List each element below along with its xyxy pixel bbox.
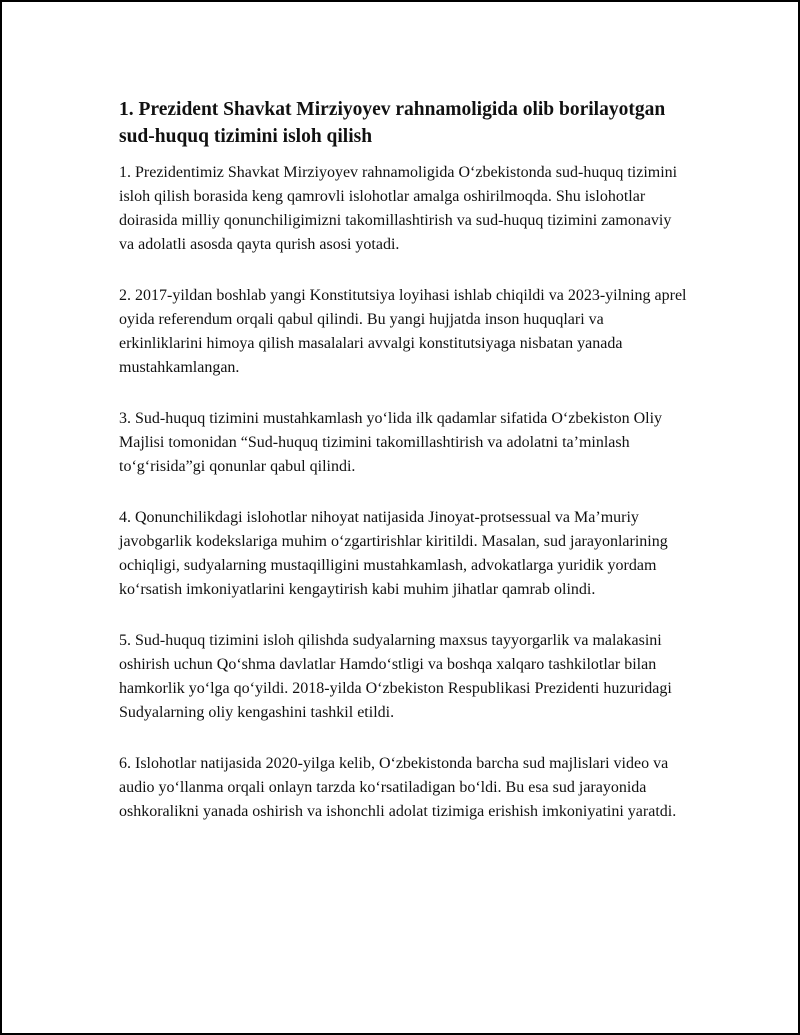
- paragraph-5: 5. Sud-huquq tizimini isloh qilishda sudyalarning maxsus tayyorgarlik va malakasini oshirish uchun Qo‘shma davlatlar Hamdo‘stligi va boshqa xalqaro tashkilotlar bilan hamkorlik yo‘lga qo‘yildi. 2018-yilda O‘zbekiston Respublikasi Prezidenti huzuridagi Sudyalarning oliy kengashini tashkil etildi.: [119, 632, 672, 721]
- paragraph-4: 4. Qonunchilikdagi islohotlar nihoyat natijasida Jinoyat-protsessual va Ma’muriy javobgarlik kodekslariga muhim o‘zgartirishlar kiritildi. Masalan, sud jarayonlarining ochiqligi, sudyalarning mustaqilligini mustahkamlash, advokatlarga yuridik yordam ko‘rsatish imkoniyatlarini kengaytirish kabi muhim jihatlar qamrab olindi.: [119, 509, 668, 598]
- paragraph-3: 3. Sud-huquq tizimini mustahkamlash yo‘lida ilk qadamlar sifatida O‘zbekiston Oliy Majlisi tomonidan “Sud-huquq tizimini takomillashtirish va adolatni ta’minlash to‘g‘risida”gi qonunlar qabul qilindi.: [119, 410, 663, 475]
- document-title: 1. Prezident Shavkat Mirziyoyev rahnamoligida olib borilayotgan sud-huquq tizimini isloh qilish: [119, 99, 666, 147]
- paragraph-6: 6. Islohotlar natijasida 2020-yilga kelib, O‘zbekistonda barcha sud majlislari video va audio yo‘llanma orqali onlayn tarzda ko‘rsatiladigan bo‘ldi. Bu esa sud jarayonida oshkoralikni yanada oshirish va ishonchli adolat tizimiga erishish imkoniyatini yaratdi.: [119, 755, 677, 820]
- paragraph-1: 1. Prezidentimiz Shavkat Mirziyoyev rahnamoligida O‘zbekistonda sud-huquq tizimini isloh qilish borasida keng qamrovli islohotlar amalga oshirilmoqda. Shu islohotlar doirasida milliy qonunchiligimizni takomillashtirish va sud-huquq tizimini zamonaviy va adolatli asosda qayta qurish asosi yotadi.: [119, 164, 678, 253]
- document-body: [119, 96, 689, 851]
- paragraph-2: 2. 2017-yildan boshlab yangi Konstitutsiya loyihasi ishlab chiqildi va 2023-yilning aprel oyida referendum orqali qabul qilindi. Bu yangi hujjatda inson huquqlari va erkinliklarini himoya qilish masalalari avvalgi konstitutsiyaga nisbatan yanada mustahkamlangan.: [119, 287, 687, 376]
